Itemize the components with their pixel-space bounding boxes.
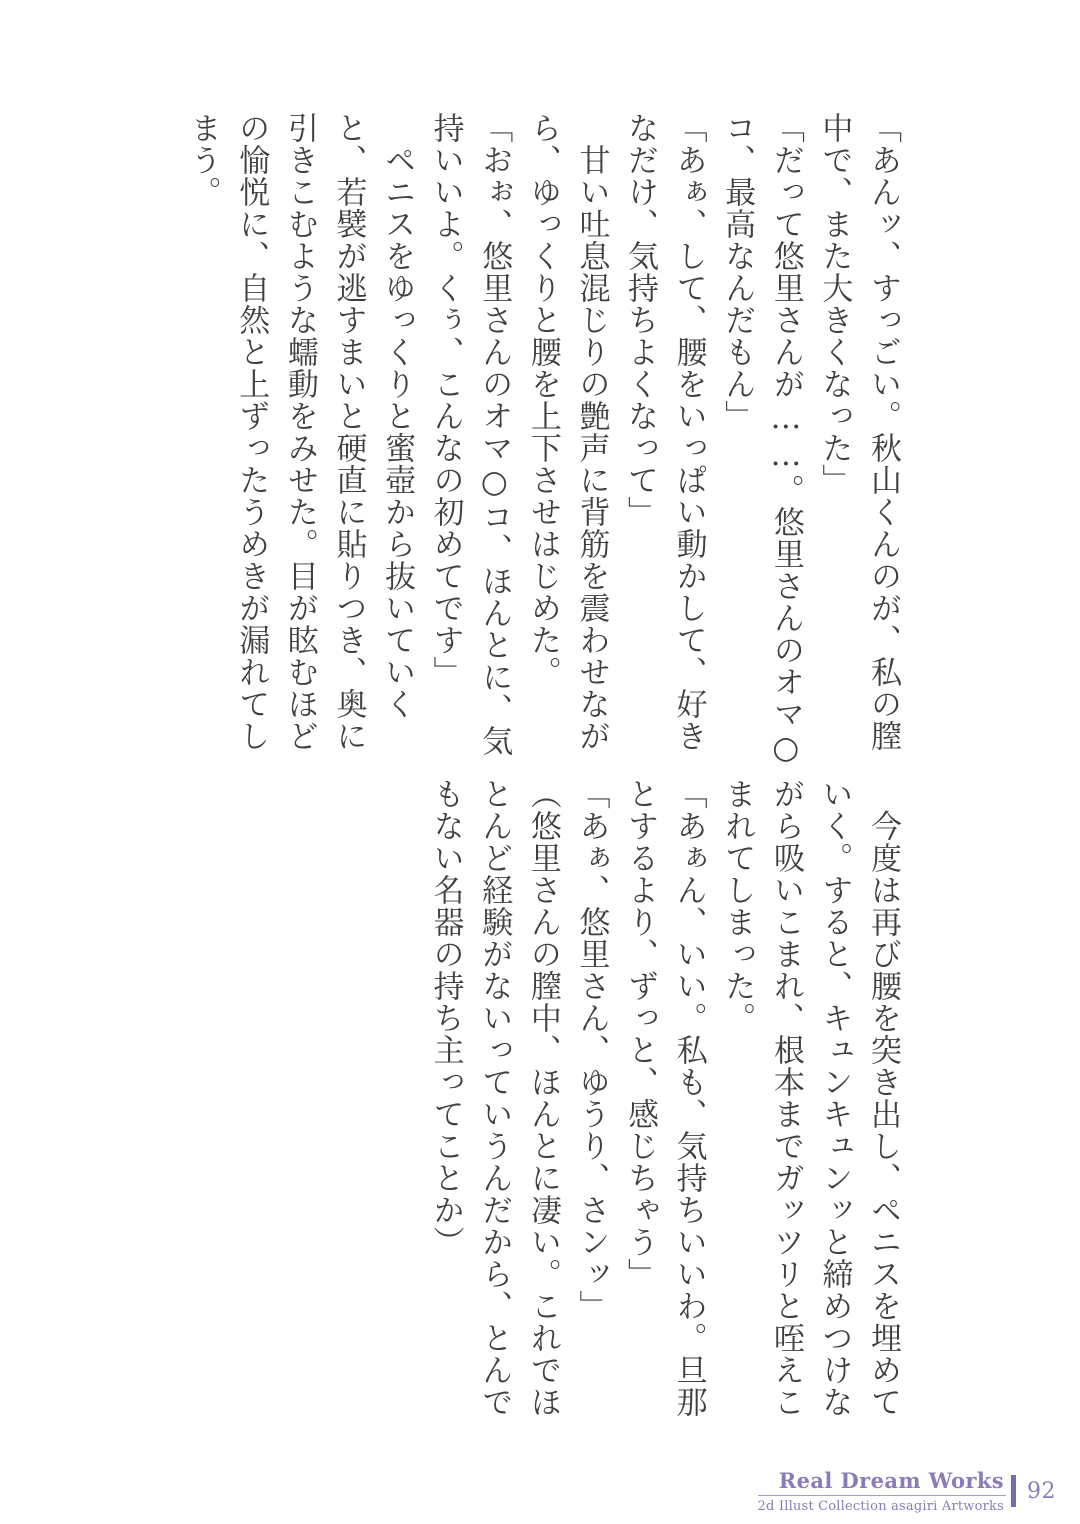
footer-separator-bar [1011, 1475, 1016, 1507]
text-column: がら吸いこまれ、根本までガッツリと咥えこ [767, 778, 804, 1418]
text-column: まう。 [184, 112, 221, 208]
footer-subtitle: 2d Illust Collection asagiri Artworks [757, 1499, 1004, 1514]
text-column: いく。すると、キュンキュンッと締めつけな [816, 778, 853, 1418]
page-number: 92 [1027, 1478, 1056, 1504]
page-footer [758, 1469, 1056, 1514]
text-column: まれてしまった。 [719, 778, 756, 1034]
text-column: 「あぁん、いい。私も、気持ちいいわ。旦那 [670, 778, 707, 1418]
text-column: とするより、ずっと、感じちゃう」 [622, 778, 659, 1290]
text-column: コ、最高なんだもん」 [719, 112, 756, 432]
text-column: 「あぁ、悠里さん、ゆうり、さンッ」 [573, 778, 610, 1322]
text-column: もない名器の持ち主ってことか） [427, 778, 464, 1258]
lower-text-block [421, 778, 907, 1438]
text-column: ペニスをゆっくりと蜜壺から抜いていく [379, 112, 416, 720]
footer-brand-block [758, 1469, 1006, 1514]
text-column: 「あぁ、して、腰をいっぱい動かして、好き [670, 112, 707, 752]
text-column: 「おぉ、悠里さんのオマ○コ、ほんとに、気 [476, 112, 513, 757]
upper-text-block [178, 112, 907, 772]
text-column: 「あんッ、すっごい。秋山くんのが、私の膣 [865, 112, 901, 752]
text-column: 「だって悠里さんが……。悠里さんのオマ○ [767, 112, 804, 767]
text-column: とんど経験がないっていうんだから、とんで [476, 778, 513, 1418]
text-column: （悠里さんの膣中、ほんとに凄い。これでほ [524, 778, 561, 1418]
text-column: 中で、また大きくなった」 [816, 112, 853, 496]
text-column: なだけ、気持ちよくなって」 [622, 112, 659, 528]
text-column: 甘い吐息混じりの艶声に背筋を震わせなが [573, 112, 610, 752]
text-column: 引きこむような蠕動をみせた。目が眩むほど [281, 112, 318, 752]
footer-brand: Real Dream Works [758, 1469, 1006, 1496]
text-column: 今度は再び腰を突き出し、ペニスを埋めて [865, 778, 901, 1418]
text-column: ら、ゆっくりと腰を上下させはじめた。 [524, 112, 561, 688]
text-column: 持いいよ。くぅ、こんなの初めてです」 [427, 112, 464, 688]
text-column: と、若襞が逃すまいと硬直に貼りつき、奥に [330, 112, 367, 752]
text-column: の愉悦に、自然と上ずったうめきが漏れてし [233, 112, 270, 752]
